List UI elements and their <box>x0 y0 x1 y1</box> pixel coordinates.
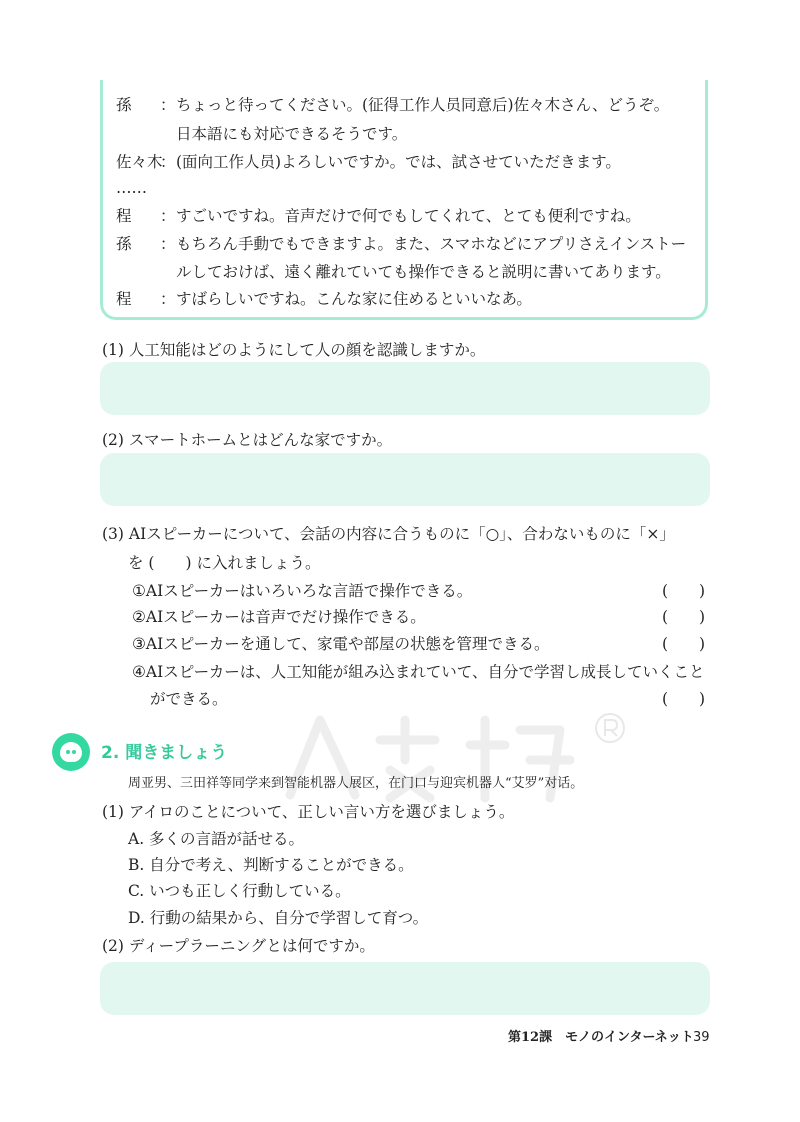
question-1: (1) 人工知能はどのようにして人の顔を認識しますか。 <box>102 341 486 359</box>
page-number: 39 <box>693 1030 710 1045</box>
statement-4-cont: ができる。 <box>150 690 228 708</box>
listening-question-1: (1) アイロのことについて、正しい言い方を選びましょう。 <box>102 803 515 821</box>
dialog-text-1a: ちょっと待ってください。(征得工作人员同意后)佐々木さん、どうぞ。 <box>176 96 670 114</box>
dialog-speaker-2: 佐々木 <box>116 153 163 171</box>
footer-lesson-title: 第12課 モノのインターネット <box>508 1030 694 1045</box>
dialog-text-5a: もちろん手動でもできますよ。また、スマホなどにアプリさえインストー <box>176 235 687 253</box>
dialog-text-5b: ルしておけば、遠く離れていても操作できると説明に書いてあります。 <box>176 263 671 281</box>
option-d[interactable]: D. 行動の結果から、自分で学習して育つ。 <box>128 909 429 927</box>
answer-box-3[interactable] <box>100 962 710 1015</box>
dialog-speaker-1: 孫 <box>116 96 132 114</box>
option-c[interactable]: C. いつも正しく行動している。 <box>128 882 351 900</box>
dialog-speaker-4: 程 <box>116 207 132 225</box>
answer-paren-3[interactable]: ( ) <box>662 635 706 653</box>
dialog-speaker-6: 程 <box>116 290 132 308</box>
option-b[interactable]: B. 自分で考え、判断することができる。 <box>128 856 414 874</box>
statement-3: ③AIスピーカーを通して、家電や部屋の状態を管理できる。 <box>132 635 550 653</box>
question-3-line2: を ( ) に入れましょう。 <box>128 554 321 572</box>
dialog-text-4a: すごいですね。音声だけで何でもしてくれて、とても便利ですね。 <box>176 207 641 225</box>
answer-box-2[interactable] <box>100 453 710 506</box>
dialog-text-6a: すばらしいですね。こんな家に住めるといいなあ。 <box>176 290 532 308</box>
question-2: (2) スマートホームとはどんな家ですか。 <box>102 431 393 449</box>
dialog-box <box>100 80 708 320</box>
listening-question-2: (2) ディープラーニングとは何ですか。 <box>102 937 375 955</box>
dialog-ellipsis: …… <box>116 179 147 197</box>
dialog-text-1b: 日本語にも対応できるそうです。 <box>176 125 408 143</box>
statement-2: ②AIスピーカーは音声でだけ操作できる。 <box>132 608 426 626</box>
robot-face-icon <box>52 733 90 771</box>
statement-4: ④AIスピーカーは、人工知能が組み込まれていて、自分で学習し成長していくこと <box>132 663 705 681</box>
answer-box-1[interactable] <box>100 362 710 415</box>
dialog-sep-4: ： <box>160 207 176 225</box>
answer-paren-1[interactable]: ( ) <box>662 582 706 600</box>
statement-1: ①AIスピーカーはいろいろな言語で操作できる。 <box>132 582 473 600</box>
dialog-text-2a: (面向工作人员)よろしいですか。では、試させていただきます。 <box>176 153 621 171</box>
question-3-line1: (3) AIスピーカーについて、会話の内容に合うものに「○」、合わないものに「×」 <box>102 525 675 543</box>
answer-paren-2[interactable]: ( ) <box>662 608 706 626</box>
section-title: 2. 聞きましょう <box>101 743 228 763</box>
dialog-speaker-5: 孫 <box>116 235 132 253</box>
dialog-sep-2: ： <box>160 153 176 171</box>
dialog-sep-1: ： <box>160 96 176 114</box>
dialog-sep-5: ： <box>160 235 176 253</box>
dialog-sep-6: ： <box>160 290 176 308</box>
option-a[interactable]: A. 多くの言語が話せる。 <box>128 830 305 848</box>
answer-paren-4[interactable]: ( ) <box>662 690 706 708</box>
section-intro: 周亚男、三田祥等同学来到智能机器人展区，在门口与迎宾机器人“艾罗”对话。 <box>128 776 584 791</box>
